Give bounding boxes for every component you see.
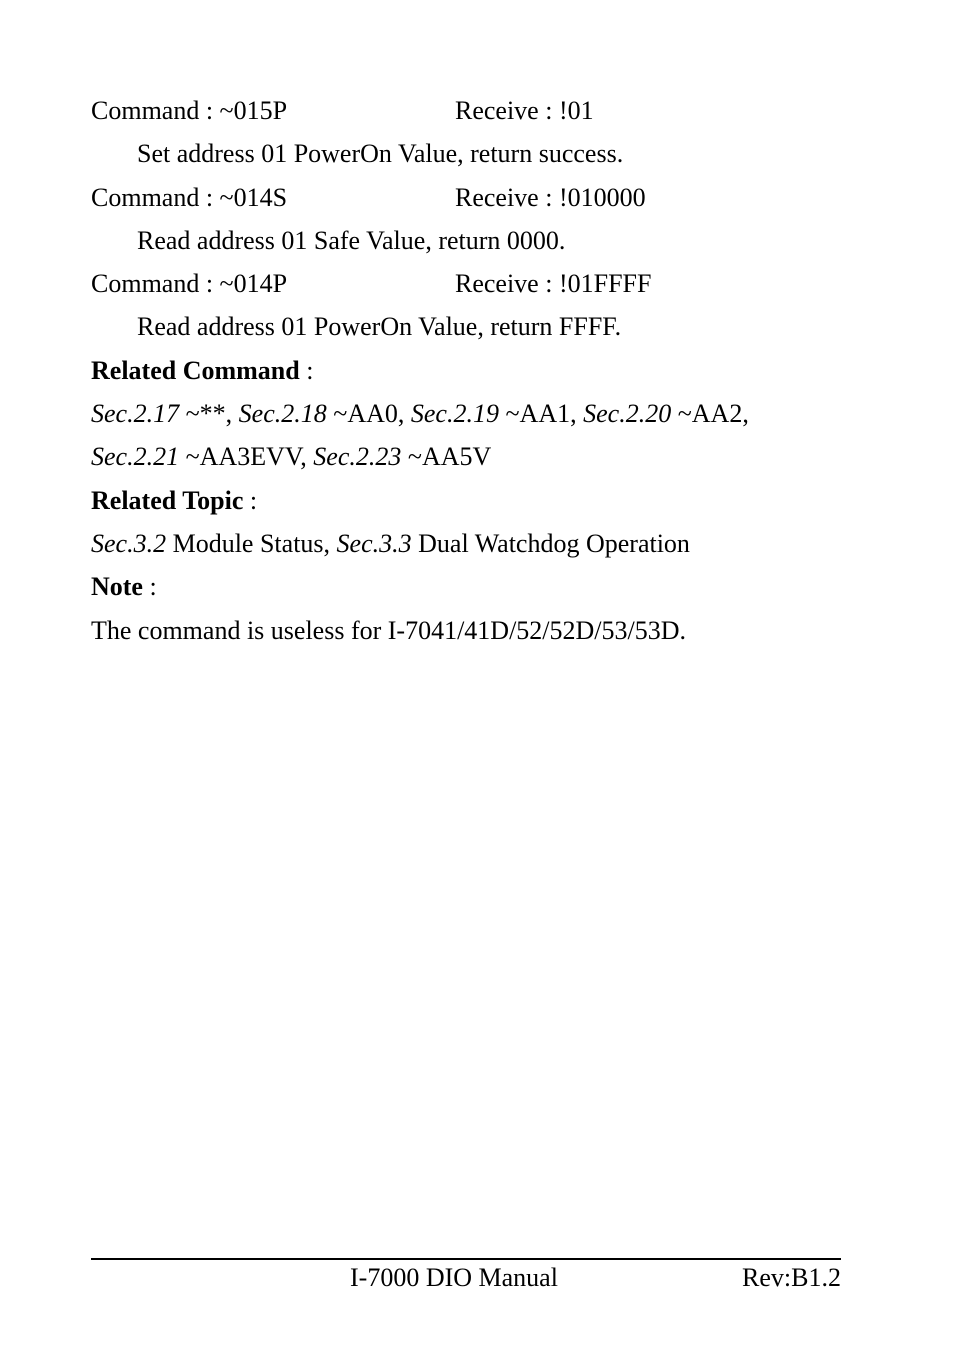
command-text: Command : ~014P	[91, 269, 288, 299]
section-ref: Sec.3.3	[336, 528, 412, 558]
section-ref: Sec.2.18	[238, 399, 327, 429]
section-ref: Sec.2.19	[410, 399, 499, 429]
example-row	[91, 89, 841, 132]
related-command-line-1	[91, 392, 841, 435]
related-topic-line	[91, 522, 841, 565]
related-command-heading	[91, 349, 841, 392]
section-heading: Note	[91, 572, 143, 602]
example-description: Read address 01 Safe Value, return 0000.	[137, 225, 566, 255]
section-heading: Related Command	[91, 355, 300, 385]
command-text: Command : ~015P	[91, 96, 288, 125]
command-ref: ~AA3EVV,	[179, 442, 314, 472]
footer-manual-title: I-7000 DIO Manual	[350, 1263, 558, 1292]
note-text: The command is useless for I-7041/41D/52/52D/53/53D.	[91, 615, 687, 645]
heading-colon: :	[299, 355, 314, 385]
example-row	[91, 176, 841, 219]
command-ref: ~AA1,	[498, 399, 584, 429]
section-heading: Related Topic	[91, 485, 244, 515]
page-footer	[91, 1261, 841, 1295]
example-description: Read address 01 PowerOn Value, return FFFF.	[137, 312, 622, 342]
command-ref: ~AA2,	[671, 399, 749, 429]
example-description: Set address 01 PowerOn Value, return success.	[137, 139, 624, 169]
heading-colon: :	[243, 485, 258, 515]
command-ref: ~**,	[179, 399, 239, 429]
topic-ref: Module Status,	[166, 528, 337, 558]
example-row	[91, 262, 841, 305]
receive-text: Receive : !01	[455, 96, 594, 125]
section-ref: Sec.2.21	[91, 442, 180, 472]
topic-ref: Dual Watchdog Operation	[411, 528, 690, 558]
section-ref: Sec.2.17	[91, 399, 180, 429]
section-ref: Sec.2.23	[313, 442, 402, 472]
heading-colon: :	[142, 572, 157, 602]
note-heading	[91, 565, 841, 608]
command-ref: ~AA5V	[401, 442, 492, 472]
command-ref: ~AA0,	[326, 399, 411, 429]
document-body	[91, 89, 841, 652]
receive-text: Receive : !01FFFF	[455, 269, 652, 299]
section-ref: Sec.2.20	[583, 399, 672, 429]
receive-text: Receive : !010000	[455, 182, 646, 212]
footer-divider	[91, 1258, 841, 1260]
footer-revision: Rev:B1.2	[742, 1263, 841, 1292]
command-text: Command : ~014S	[91, 182, 288, 212]
related-topic-heading	[91, 479, 841, 522]
section-ref: Sec.3.2	[91, 528, 167, 558]
related-command-line-2	[91, 435, 841, 478]
